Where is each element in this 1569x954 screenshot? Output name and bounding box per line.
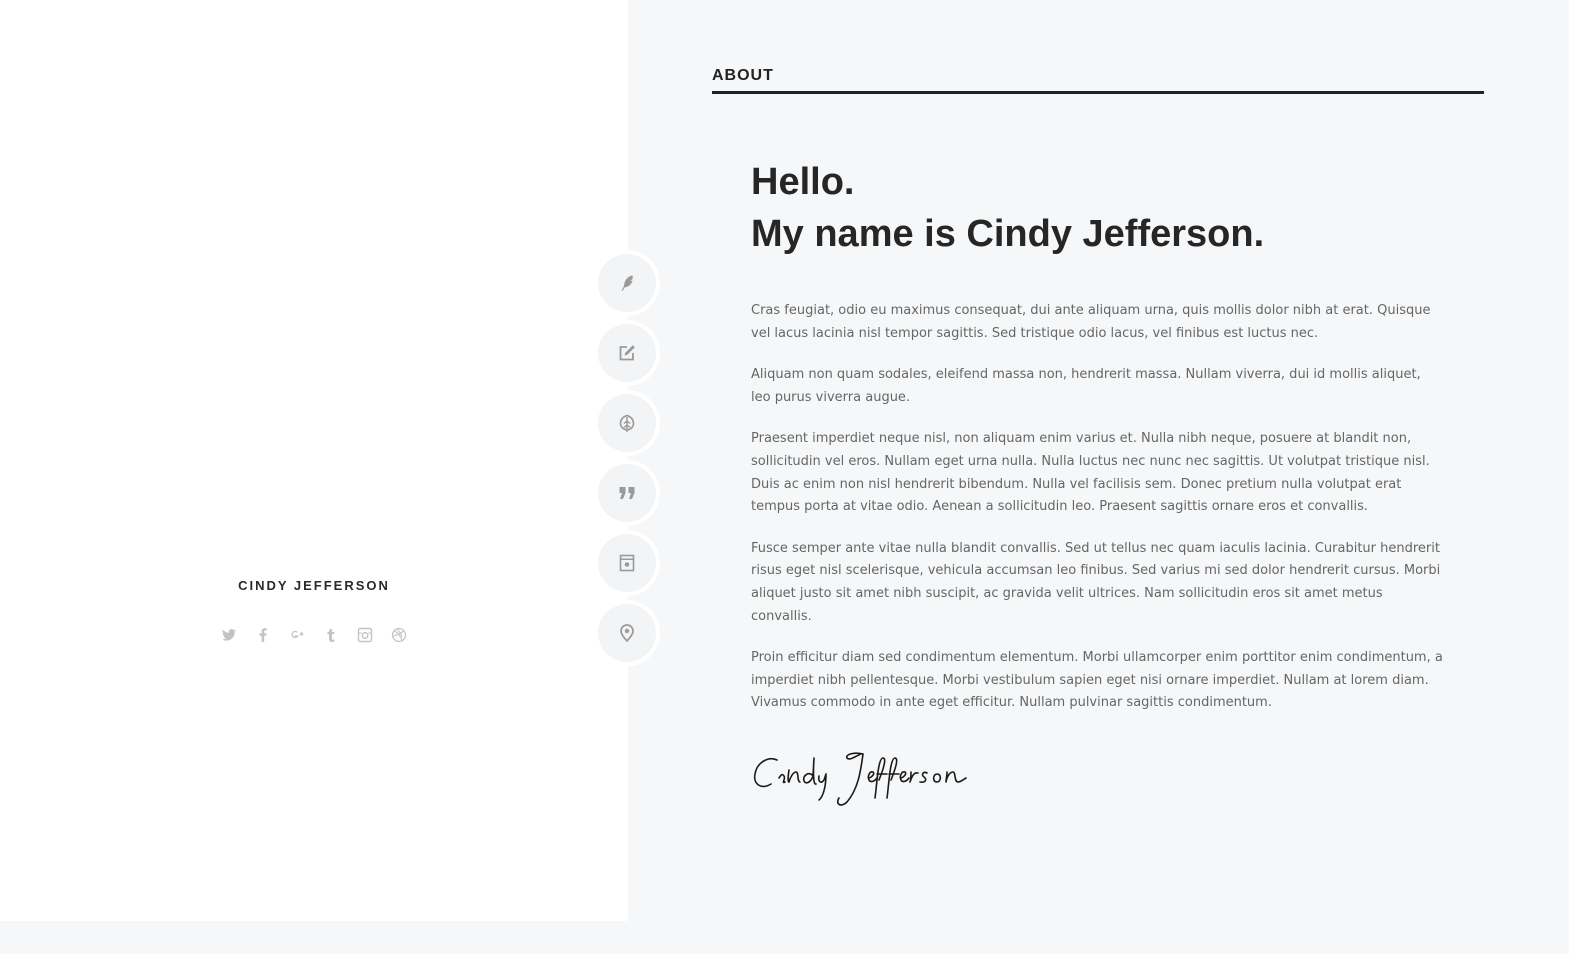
bio-text: [751, 300, 1443, 734]
profile-panel: [0, 0, 628, 921]
profile-name: CINDY JEFFERSON: [238, 578, 390, 593]
bio-paragraph: Fusce semper ante vitae nulla blandit convallis. Sed ut tellus nec quam iaculis lacinia. Curabitur hendrerit risus eget nisl scelerisque, vehicula accumsan leo finibus. Sed varius mi sed dolor hendrerit cursus. Morbi aliquet justo sit amet nibh suscipit, ac gravida velit ultrices. Nam sollicitudin eros sit amet metus convallis.: [751, 540, 1441, 624]
nav-skills-button[interactable]: [594, 390, 660, 456]
bio-paragraph: Proin efficitur diam sed condimentum elementum. Morbi ullamcorper enim porttitor enim condimentum, a imperdiet nibh pellentesque. Morbi vestibulum sapien eget nisi ornare imperdiet. Nullam at lorem diam. Vivamus commodo in ante eget efficitur. Nullam pulvinar sagittis condimentum.: [751, 650, 1443, 711]
section-title: ABOUT: [712, 67, 774, 84]
archive-icon: [617, 553, 637, 573]
bio-paragraph: Cras feugiat, odio eu maximus consequat, dui ante aliquam urna, quis mollis dolor nibh at erat. Quisque vel lacus lacinia nisl tempor sagittis. Sed tristique odio lacus, vel finibus est luctus nec.: [751, 303, 1431, 341]
instagram-icon[interactable]: [348, 622, 382, 648]
twitter-icon[interactable]: [212, 622, 246, 648]
location-pin-icon: [617, 623, 637, 643]
dribbble-icon[interactable]: [382, 622, 416, 648]
greeting-line-2: My name is Cindy Jefferson.: [751, 213, 1265, 255]
social-links: [212, 622, 416, 648]
signature: [751, 742, 991, 812]
leaf-icon: [617, 413, 637, 433]
quote-icon: [617, 483, 637, 503]
bio-paragraph: Aliquam non quam sodales, eleifend massa non, hendrerit massa. Nullam viverra, dui id mollis aliquet, leo purus viverra augue.: [751, 367, 1421, 405]
bio-paragraph: Praesent imperdiet neque nisl, non aliquam enim varius et. Nulla nibh neque, posuere at blandit non, sollicitudin vel eros. Nullam eget urna nulla. Nulla luctus nec nunc nec sagittis. Ut volutpat tristique nisl. Duis ac enim non nisl hendrerit bibendum. Nulla vel facilisis sem. Donec pretium nulla volutpat erat tempus porta at vitae odio. Aenean a sollicitudin leo. Praesent sagittis ornare eros et convallis.: [751, 431, 1430, 515]
feather-icon: [617, 273, 637, 293]
section-header: [712, 66, 1484, 94]
nav-resume-button[interactable]: [594, 320, 660, 386]
nav-portfolio-button[interactable]: [594, 530, 660, 596]
tumblr-icon[interactable]: [314, 622, 348, 648]
google-plus-icon[interactable]: [280, 622, 314, 648]
edit-icon: [617, 343, 637, 363]
greeting-line-1: Hello.: [751, 161, 855, 203]
nav-about-button[interactable]: [594, 250, 660, 316]
section-nav: [594, 250, 662, 670]
nav-contact-button[interactable]: [594, 600, 660, 666]
facebook-icon[interactable]: [246, 622, 280, 648]
nav-testimonials-button[interactable]: [594, 460, 660, 526]
greeting-heading: [751, 156, 1451, 260]
